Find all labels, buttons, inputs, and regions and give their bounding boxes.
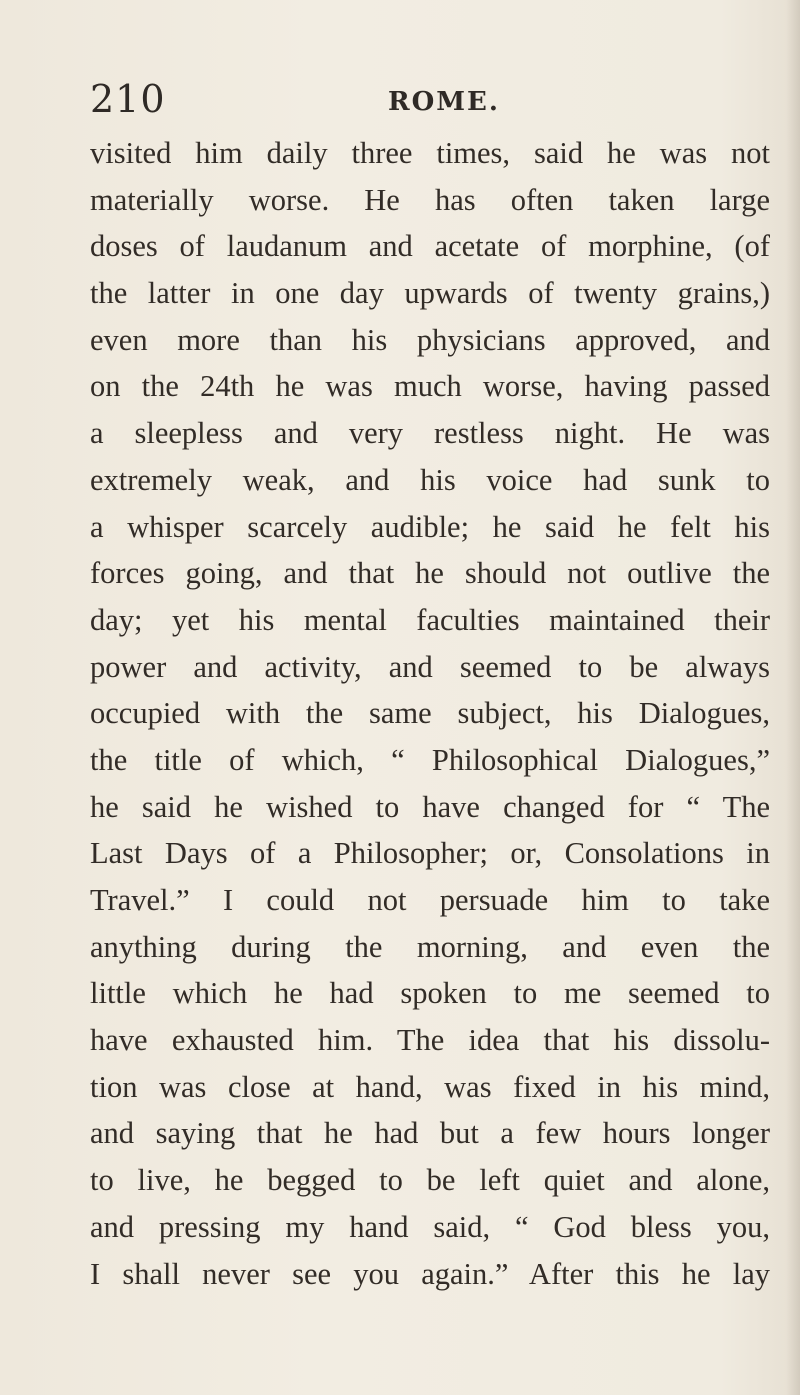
- text-line: tion was close at hand, was fixed in his mind,: [90, 1069, 770, 1104]
- text-line: on the 24th he was much worse, having passed: [90, 369, 770, 404]
- text-line: and pressing my hand said, “ God bless you,: [90, 1209, 770, 1244]
- text-line: the title of which, “ Philosophical Dialogues,”: [90, 742, 770, 777]
- text-line: extremely weak, and his voice had sunk to: [90, 462, 770, 497]
- text-line: power and activity, and seemed to be always: [90, 649, 770, 684]
- text-line: he said he wished to have changed for “ The: [90, 789, 770, 824]
- text-line: materially worse. He has often taken large: [90, 182, 770, 217]
- text-line: forces going, and that he should not outlive the: [90, 556, 770, 591]
- text-line: have exhausted him. The idea that his dissolu-: [90, 1023, 770, 1058]
- text-line: the latter in one day upwards of twenty grains,): [90, 276, 770, 311]
- text-line: even more than his physicians approved, and: [90, 322, 770, 357]
- text-line: doses of laudanum and acetate of morphine, (of: [90, 229, 770, 264]
- text-line: and saying that he had but a few hours longer: [90, 1116, 770, 1151]
- text-line: day; yet his mental faculties maintained their: [90, 602, 770, 637]
- text-line: visited him daily three times, said he was not: [90, 136, 770, 170]
- text-line: Travel.” I could not persuade him to take: [90, 883, 770, 917]
- text-line: little which he had spoken to me seemed to: [90, 976, 770, 1011]
- page-header: [90, 74, 770, 124]
- text-line: occupied with the same subject, his Dialogues,: [90, 696, 770, 731]
- text-line: anything during the morning, and even the: [90, 929, 770, 964]
- body-text: [90, 130, 770, 1297]
- page-edge-shadow: [786, 0, 800, 1395]
- text-line: a sleepless and very restless night. He was: [90, 416, 770, 451]
- text-line: Last Days of a Philosopher; or, Consolations in: [90, 836, 770, 871]
- text-line: to live, he begged to be left quiet and alone,: [90, 1163, 770, 1198]
- text-line: a whisper scarcely audible; he said he felt his: [90, 509, 770, 544]
- running-head: ROME.: [388, 87, 500, 117]
- text-line: I shall never see you again.” After this he lay: [90, 1256, 770, 1291]
- page-number: 210: [90, 77, 166, 121]
